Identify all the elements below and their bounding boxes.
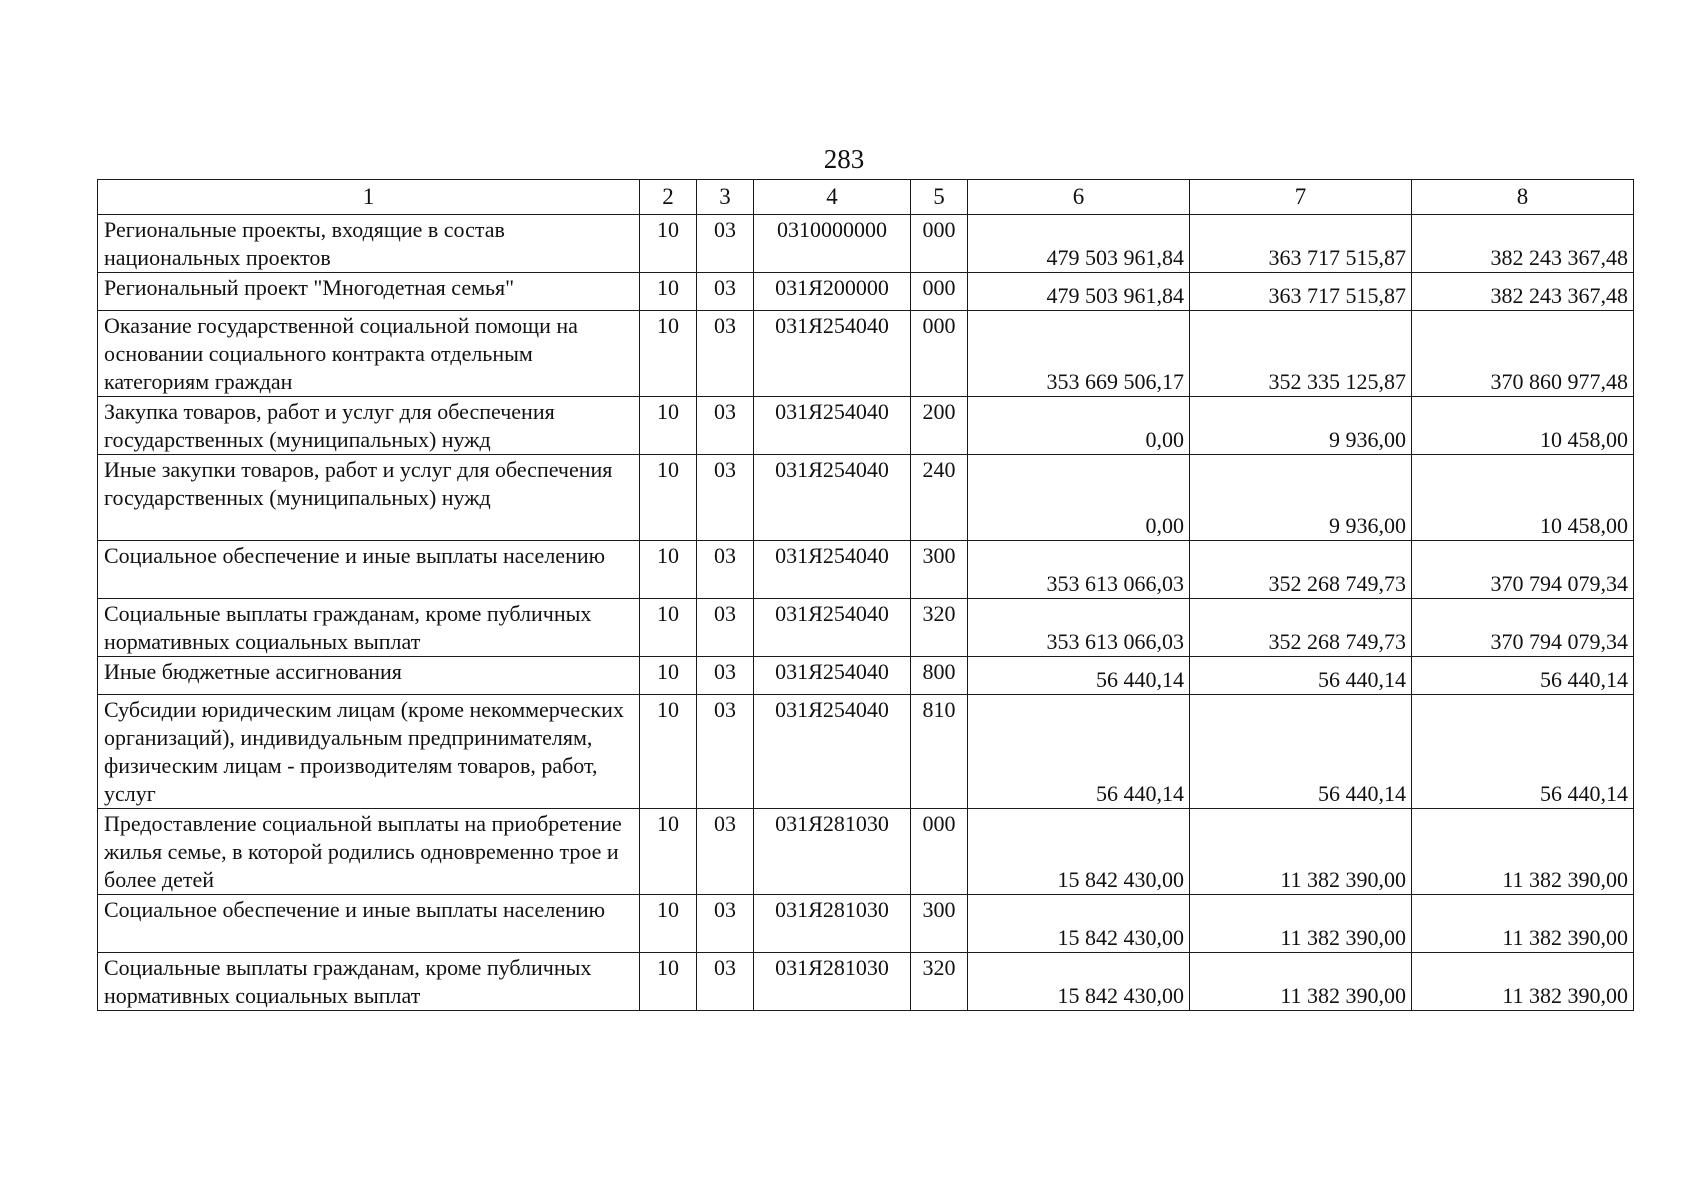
amount-col7: 11 382 390,00 <box>1190 895 1412 953</box>
subsection-code: 03 <box>697 455 754 541</box>
amount-col8: 10 458,00 <box>1412 455 1634 541</box>
table-row <box>98 215 1634 273</box>
row-name: Иные бюджетные ассигнования <box>98 657 640 695</box>
expense-type-code: 000 <box>911 809 968 895</box>
expense-type-code: 810 <box>911 695 968 809</box>
table-row <box>98 273 1634 311</box>
amount-col6: 353 669 506,17 <box>968 311 1190 397</box>
target-article-code: 031Я254040 <box>754 657 911 695</box>
amount-col8: 56 440,14 <box>1412 657 1634 695</box>
section-code: 10 <box>640 809 697 895</box>
section-code: 10 <box>640 599 697 657</box>
amount-col7: 352 335 125,87 <box>1190 311 1412 397</box>
amount-col7: 56 440,14 <box>1190 657 1412 695</box>
target-article-code: 031Я254040 <box>754 455 911 541</box>
target-article-code: 031Я200000 <box>754 273 911 311</box>
table-row <box>98 809 1634 895</box>
subsection-code: 03 <box>697 657 754 695</box>
amount-col7: 352 268 749,73 <box>1190 599 1412 657</box>
amount-col7: 11 382 390,00 <box>1190 953 1412 1011</box>
header-cell: 8 <box>1412 180 1634 215</box>
expense-type-code: 300 <box>911 541 968 599</box>
target-article-code: 031Я254040 <box>754 695 911 809</box>
amount-col8: 11 382 390,00 <box>1412 895 1634 953</box>
row-name: Социальные выплаты гражданам, кроме публичных нормативных социальных выплат <box>98 599 640 657</box>
expense-type-code: 300 <box>911 895 968 953</box>
table-row <box>98 455 1634 541</box>
section-code: 10 <box>640 657 697 695</box>
target-article-code: 031Я254040 <box>754 541 911 599</box>
row-name: Оказание государственной социальной помощи на основании социального контракта отдельным категориям граждан <box>98 311 640 397</box>
section-code: 10 <box>640 215 697 273</box>
section-code: 10 <box>640 953 697 1011</box>
target-article-code: 031Я254040 <box>754 397 911 455</box>
table-row <box>98 599 1634 657</box>
row-name: Региональные проекты, входящие в состав национальных проектов <box>98 215 640 273</box>
budget-table <box>97 179 1634 1011</box>
table-row <box>98 657 1634 695</box>
expense-type-code: 200 <box>911 397 968 455</box>
section-code: 10 <box>640 311 697 397</box>
table-row <box>98 397 1634 455</box>
amount-col8: 370 794 079,34 <box>1412 541 1634 599</box>
expense-type-code: 000 <box>911 273 968 311</box>
amount-col8: 10 458,00 <box>1412 397 1634 455</box>
subsection-code: 03 <box>697 273 754 311</box>
target-article-code: 031Я254040 <box>754 311 911 397</box>
amount-col7: 56 440,14 <box>1190 695 1412 809</box>
target-article-code: 031Я281030 <box>754 809 911 895</box>
header-cell: 2 <box>640 180 697 215</box>
amount-col6: 353 613 066,03 <box>968 541 1190 599</box>
amount-col8: 56 440,14 <box>1412 695 1634 809</box>
subsection-code: 03 <box>697 311 754 397</box>
amount-col7: 352 268 749,73 <box>1190 541 1412 599</box>
amount-col6: 15 842 430,00 <box>968 809 1190 895</box>
amount-col7: 363 717 515,87 <box>1190 215 1412 273</box>
amount-col8: 370 860 977,48 <box>1412 311 1634 397</box>
amount-col6: 479 503 961,84 <box>968 273 1190 311</box>
table-row <box>98 895 1634 953</box>
expense-type-code: 800 <box>911 657 968 695</box>
amount-col7: 9 936,00 <box>1190 397 1412 455</box>
section-code: 10 <box>640 895 697 953</box>
amount-col7: 11 382 390,00 <box>1190 809 1412 895</box>
amount-col6: 56 440,14 <box>968 695 1190 809</box>
amount-col7: 363 717 515,87 <box>1190 273 1412 311</box>
target-article-code: 0310000000 <box>754 215 911 273</box>
table-row <box>98 311 1634 397</box>
subsection-code: 03 <box>697 695 754 809</box>
section-code: 10 <box>640 541 697 599</box>
expense-type-code: 320 <box>911 599 968 657</box>
amount-col6: 15 842 430,00 <box>968 953 1190 1011</box>
subsection-code: 03 <box>697 953 754 1011</box>
table-row <box>98 953 1634 1011</box>
amount-col6: 353 613 066,03 <box>968 599 1190 657</box>
subsection-code: 03 <box>697 809 754 895</box>
amount-col8: 370 794 079,34 <box>1412 599 1634 657</box>
expense-type-code: 240 <box>911 455 968 541</box>
row-name: Закупка товаров, работ и услуг для обеспечения государственных (муниципальных) нужд <box>98 397 640 455</box>
page-number: 283 <box>823 144 865 174</box>
section-code: 10 <box>640 397 697 455</box>
amount-col8: 382 243 367,48 <box>1412 215 1634 273</box>
amount-col8: 11 382 390,00 <box>1412 809 1634 895</box>
row-name: Иные закупки товаров, работ и услуг для обеспечения государственных (муниципальных) нужд <box>98 455 640 541</box>
header-cell: 3 <box>697 180 754 215</box>
subsection-code: 03 <box>697 215 754 273</box>
row-name: Социальные выплаты гражданам, кроме публичных нормативных социальных выплат <box>98 953 640 1011</box>
amount-col8: 382 243 367,48 <box>1412 273 1634 311</box>
row-name: Социальное обеспечение и иные выплаты населению <box>98 895 640 953</box>
row-name: Субсидии юридическим лицам (кроме некоммерческих организаций), индивидуальным предпринимателям, физическим лицам - производителям товаров, работ, услуг <box>98 695 640 809</box>
table-row <box>98 541 1634 599</box>
expense-type-code: 000 <box>911 311 968 397</box>
header-cell: 5 <box>911 180 968 215</box>
subsection-code: 03 <box>697 397 754 455</box>
section-code: 10 <box>640 273 697 311</box>
target-article-code: 031Я281030 <box>754 895 911 953</box>
amount-col6: 15 842 430,00 <box>968 895 1190 953</box>
expense-type-code: 320 <box>911 953 968 1011</box>
section-code: 10 <box>640 455 697 541</box>
header-cell: 1 <box>98 180 640 215</box>
header-cell: 4 <box>754 180 911 215</box>
target-article-code: 031Я281030 <box>754 953 911 1011</box>
target-article-code: 031Я254040 <box>754 599 911 657</box>
table-row <box>98 695 1634 809</box>
row-name: Предоставление социальной выплаты на приобретение жилья семье, в которой родились одновременно трое и более детей <box>98 809 640 895</box>
header-cell: 7 <box>1190 180 1412 215</box>
subsection-code: 03 <box>697 895 754 953</box>
amount-col6: 0,00 <box>968 455 1190 541</box>
header-cell: 6 <box>968 180 1190 215</box>
subsection-code: 03 <box>697 599 754 657</box>
amount-col8: 11 382 390,00 <box>1412 953 1634 1011</box>
amount-col6: 0,00 <box>968 397 1190 455</box>
expense-type-code: 000 <box>911 215 968 273</box>
amount-col6: 56 440,14 <box>968 657 1190 695</box>
amount-col6: 479 503 961,84 <box>968 215 1190 273</box>
header-row <box>98 180 1634 215</box>
subsection-code: 03 <box>697 541 754 599</box>
amount-col7: 9 936,00 <box>1190 455 1412 541</box>
section-code: 10 <box>640 695 697 809</box>
row-name: Региональный проект "Многодетная семья" <box>98 273 640 311</box>
row-name: Социальное обеспечение и иные выплаты населению <box>98 541 640 599</box>
